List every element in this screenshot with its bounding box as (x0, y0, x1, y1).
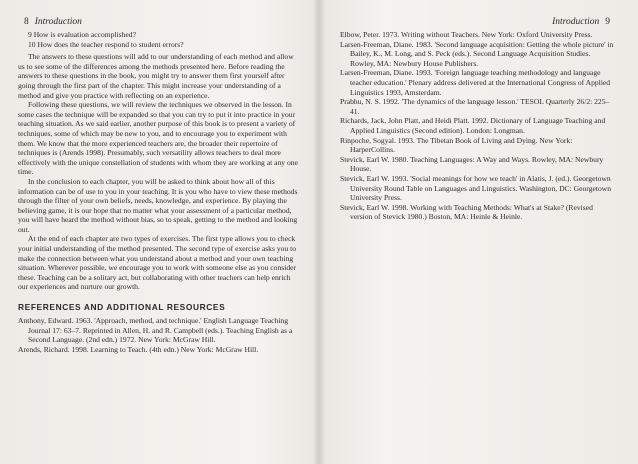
reference-entry: Richards, Jack, John Platt, and Heidi Platt. 1992. Dictionary of Language Teaching and Applied Linguistics (Second edition). London: Longman. (340, 116, 606, 135)
body-paragraph: In the conclusion to each chapter, you will be asked to think about how all of this information can be of use to you in your teaching. It is you who have to view these methods through the filter of your own beliefs, needs, knowledge, and experience. By playing the believing game, it is our hope that no matter what your assessment of a particular method, you will have heard the method without bias, so to speak, getting to the method and looking out. (18, 176, 298, 234)
right-page-number: 9 (605, 17, 610, 27)
left-running-title: Introduction (34, 17, 82, 27)
left-running-head (18, 16, 300, 30)
reference-entry: Stevick, Earl W. 1998. Working with Teaching Methods: What's at Stake? (Revised version of Stevick 1980.) Boston, MA: Heinle & Heinle. (340, 202, 593, 222)
reference-entry: Stevick, Earl W. 1993. 'Social meanings for how we teach' in Alatis, J. (ed.). Georgetown University Round Table on Languages and Linguistics. Washington, DC: Georgetown University Press. (340, 173, 612, 203)
right-page (340, 16, 616, 222)
references-heading: REFERENCES AND ADDITIONAL RESOURCES (18, 302, 226, 313)
left-page-number: 8 (24, 17, 29, 27)
body-paragraph: The answers to these questions will add to our understanding of each method and allow us to see some of the differences among the methods presented here. Before reading the answers to these questions in the book, you might try to answer them first yourself after going through the first part of the chapter. This might increase your understanding of a method and give you practice with reflecting on an experience. (18, 52, 294, 100)
reference-entry: Stevick, Earl W. 1980. Teaching Languages: A Way and Ways. Rowley, MA: Newbury House. (340, 154, 604, 174)
body-paragraph: At the end of each chapter are two types of exercises. The first type allows you to check your initial understanding of the method presented. The second type of exercise asks you to make the connection between what you understand about a method and your own teaching situation. Wherever possible, we encourage you to work with someone else as you consider these. Teaching can be a solitary act, but collaborating with other teachers can help enrich our experiences and nurture our growth. (18, 234, 297, 292)
right-running-title: Introduction (552, 17, 600, 27)
reference-entry: Elbow, Peter. 1973. Writing without Teachers. New York: Oxford University Press. (340, 30, 593, 39)
question-list (28, 30, 300, 49)
question-item: 9 How is evaluation accomplished? (28, 30, 136, 39)
reference-entry: Prabhu, N. S. 1992. 'The dynamics of the language lesson.' TESOL Quarterly 26/2: 225–41. (340, 97, 610, 116)
reference-entry: Rinpoche, Sogyal. 1993. The Tibetan Book of Living and Dying. New York: HarperCollins. (340, 135, 573, 155)
body-paragraph: Following these questions, we will review the techniques we observed in the lesson. In some cases the technique will be expanded so that you can try to put it into practice in your teaching situation. As we said earlier, another purpose of this book is to present a variety of techniques, some of which may be new to you, and to encourage you to experiment with them. We know that the more experienced teachers are, the broader their repertoire of techniques is (Arends 1998). Presumably, such versatility allows teachers to deal more effectively with the unique constellation of students with whom they are working at any one time. (18, 100, 298, 177)
reference-entry: Larsen-Freeman, Diane. 1993. 'Foreign language teaching methodology and language teacher education.' Plenary address delivered at the International Congress of Applied Linguistics 1993, Amsterdam. (340, 68, 611, 97)
left-page (18, 16, 300, 354)
right-running-head (340, 16, 616, 30)
reference-entry: Larsen-Freeman, Diane. 1983. 'Second language acquisition: Getting the whole picture' in Bailey, K., M. Long, and S. Peck (eds.). Second Language Acquisition Studies. Rowley, MA: Newbury House Publishers. (340, 39, 614, 68)
reference-entry: Arends, Richard. 1998. Learning to Teach. (4th edn.) New York: McGraw Hill. (18, 344, 259, 354)
question-item: 10 How does the teacher respond to student errors? (28, 39, 184, 49)
reference-entry: Anthony, Edward. 1963. 'Approach, method, and technique.' English Language Teaching Journal 17: 63–7. Reprinted in Allen, H. and R. Campbell (eds.). Teaching English as a Second Language. (2nd edn.) 1972. New York: McGraw Hill. (18, 316, 293, 345)
